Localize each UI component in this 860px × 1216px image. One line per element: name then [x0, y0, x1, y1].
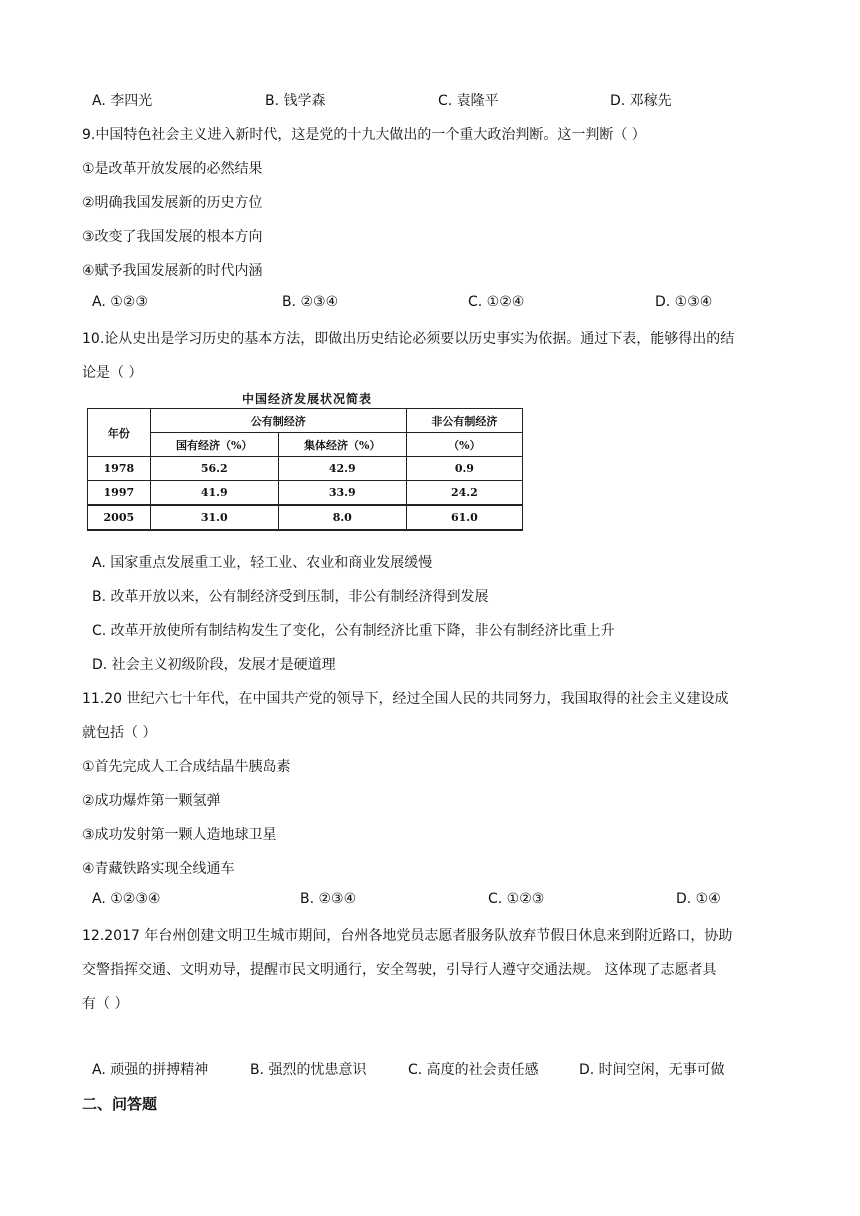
q10-option-a: A. 国家重点发展重工业，轻工业、农业和商业发展缓慢 [92, 555, 433, 571]
q11-stem-line2: 就包括（ ） [82, 725, 157, 741]
q8-option-a: A. 李四光 [92, 93, 153, 109]
q11-item-3: ③成功发射第一颗人造地球卫星 [82, 827, 277, 843]
table-cell-state: 41.9 [150, 481, 278, 506]
table-cell-collective: 8.0 [278, 505, 406, 530]
table-subheader-collective: 集体经济（%） [278, 433, 406, 457]
q9-item-4: ④赋予我国发展新的时代内涵 [82, 263, 263, 279]
table-cell-nonpublic: 24.2 [406, 481, 522, 506]
section-title: 二、问答题 [82, 1095, 158, 1113]
q8-option-c: C. 袁隆平 [438, 93, 499, 109]
q10-option-d: D. 社会主义初级阶段，发展才是硬道理 [92, 657, 336, 673]
q9-option-c: C. ①②④ [468, 294, 525, 310]
q12-stem-line3: 有（ ） [82, 996, 129, 1012]
table-row [88, 457, 523, 481]
table-row [88, 505, 523, 530]
table-row [88, 481, 523, 506]
q9-stem: 9.中国特色社会主义进入新时代，这是党的十九大做出的一个重大政治判断。这一判断（ ） [82, 127, 646, 143]
q9-item-1: ①是改革开放发展的必然结果 [82, 161, 263, 177]
q9-item-2: ②明确我国发展新的历史方位 [82, 195, 263, 211]
table-cell-year: 1997 [88, 481, 151, 506]
q11-stem-line1: 11.20 世纪六七十年代，在中国共产党的领导下，经过全国人民的共同努力，我国取得的社会主义建设成 [82, 691, 729, 707]
q12-option-d: D. 时间空闲，无事可做 [579, 1062, 725, 1078]
q11-item-4: ④青藏铁路实现全线通车 [82, 861, 235, 877]
q11-option-a: A. ①②③④ [92, 891, 161, 907]
q10-stem-line2: 论是（ ） [82, 365, 143, 381]
table-cell-state: 31.0 [150, 505, 278, 530]
q9-option-d: D. ①③④ [655, 294, 713, 310]
q8-option-b: B. 钱学森 [265, 93, 326, 109]
q11-option-b: B. ②③④ [300, 891, 357, 907]
q12-stem-line2: 交警指挥交通、文明劝导，提醒市民文明通行，安全驾驶，引导行人遵守交通法规。 这体现了志愿者具 [82, 962, 717, 978]
table-cell-collective: 33.9 [278, 481, 406, 506]
table-subheader-nonpublic-unit: （%） [406, 433, 522, 457]
q9-item-3: ③改变了我国发展的根本方向 [82, 229, 263, 245]
table-cell-year: 1978 [88, 457, 151, 481]
table-header-year: 年份 [88, 409, 151, 457]
q12-option-b: B. 强烈的忧患意识 [250, 1062, 367, 1078]
table-subheader-state: 国有经济（%） [150, 433, 278, 457]
q11-item-2: ②成功爆炸第一颗氢弹 [82, 793, 221, 809]
table-cell-state: 56.2 [150, 457, 278, 481]
q9-option-a: A. ①②③ [92, 294, 148, 310]
q8-option-d: D. 邓稼先 [610, 93, 672, 109]
q12-stem-line1: 12.2017 年台州创建文明卫生城市期间，台州各地党员志愿者服务队放弃节假日休息来到附近路口，协助 [82, 928, 733, 944]
table-header-public: 公有制经济 [150, 409, 406, 433]
q11-item-1: ①首先完成人工合成结晶牛胰岛素 [82, 759, 291, 775]
table-cell-year: 2005 [88, 505, 151, 530]
table-cell-nonpublic: 61.0 [406, 505, 522, 530]
table-title: 中国经济发展状况简表 [241, 392, 372, 406]
table-cell-collective: 42.9 [278, 457, 406, 481]
q10-option-c: C. 改革开放使所有制结构发生了变化，公有制经济比重下降，非公有制经济比重上升 [92, 623, 615, 639]
table-cell-nonpublic: 0.9 [406, 457, 522, 481]
table-header-nonpublic: 非公有制经济 [406, 409, 522, 433]
economy-table [87, 408, 523, 531]
economy-table-figure [87, 390, 527, 540]
q12-option-a: A. 顽强的拼搏精神 [92, 1062, 209, 1078]
q11-option-d: D. ①④ [676, 891, 721, 907]
q10-stem-line1: 10.论从史出是学习历史的基本方法，即做出历史结论必须要以历史事实为依据。通过下表，能够得出的结 [82, 331, 735, 347]
q9-option-b: B. ②③④ [282, 294, 339, 310]
q10-option-b: B. 改革开放以来，公有制经济受到压制，非公有制经济得到发展 [92, 589, 489, 605]
q11-option-c: C. ①②③ [488, 891, 545, 907]
q12-option-c: C. 高度的社会责任感 [408, 1062, 539, 1078]
